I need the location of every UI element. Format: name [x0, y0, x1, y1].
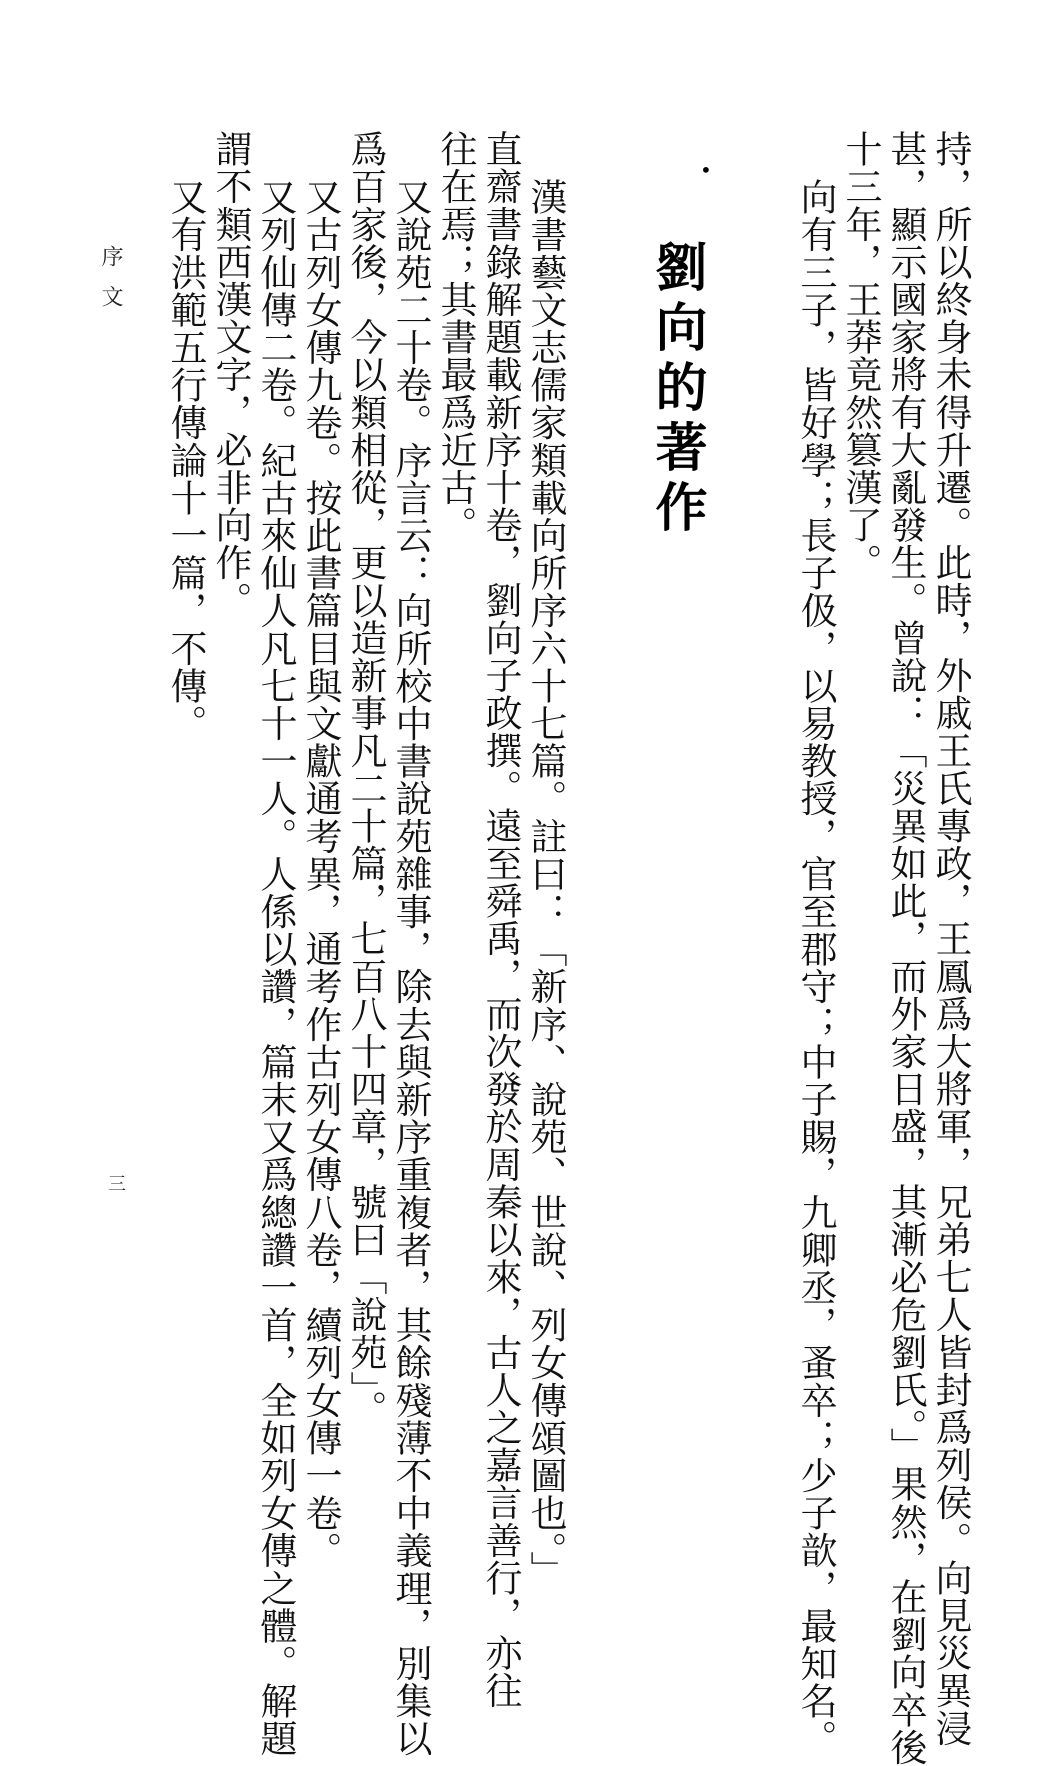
text-column-4: 向有三子，皆好學；長子伋，以易教授，官至郡守；中子賜，九卿丞，蚤卒；少子歆，最知名。 [794, 178, 837, 1758]
text-column-13: 又有洪範五行傳論十一篇，不傳。 [164, 178, 207, 742]
text-column-6: 直齋書錄解題載新序十卷，劉向子政撰。遠至舜禹，而次發於周秦以來，古人之嘉言善行，亦往 [479, 130, 522, 1710]
text-column-12: 謂不類西漢文字，必非向作。 [209, 130, 252, 619]
text-column-2: 甚，顯示國家將有大亂發生。曾說：「災異如此，而外家日盛，其漸必危劉氏。」果然，在劉向卒後 [884, 130, 927, 1766]
section-title: 劉向的著作 [646, 240, 707, 540]
text-column-10: 又古列女傳九卷。按此書篇目與文獻通考異，通考作古列女傳八卷，續列女傳一卷。 [299, 178, 342, 1570]
running-head: 序文 [98, 245, 123, 325]
text-column-9: 爲百家後，今以類相從，更以造新事凡二十篇，七百八十四章，號曰「說苑」。 [344, 130, 387, 1428]
text-column-8: 又說苑二十卷。序言云：向所校中書說苑雜事，除去與新序重複者，其餘殘薄不中義理，別集以 [389, 178, 432, 1758]
text-column-1: 持，所以終身未得升遷。此時，外戚王氏專政，王鳳爲大將軍，兄弟七人皆封爲列侯。向見災異浸 [929, 130, 972, 1747]
text-column-11: 又列仙傳二卷。紀古來仙人凡七十一人。人係以讚，篇末又爲總讚一首，全如列女傳之體。解題 [254, 178, 297, 1758]
section-bullet: • [700, 158, 712, 182]
text-column-7: 往在焉；其書最爲近古。 [434, 130, 477, 544]
text-column-3: 十三年，王莽竟然篡漢了。 [839, 130, 882, 582]
page-number: 三 [108, 1174, 126, 1195]
text-column-5: 漢書藝文志儒家類載向所序六十七篇。註曰：「新序、說苑、世說、列女傳頌圖也。」 [524, 178, 567, 1589]
